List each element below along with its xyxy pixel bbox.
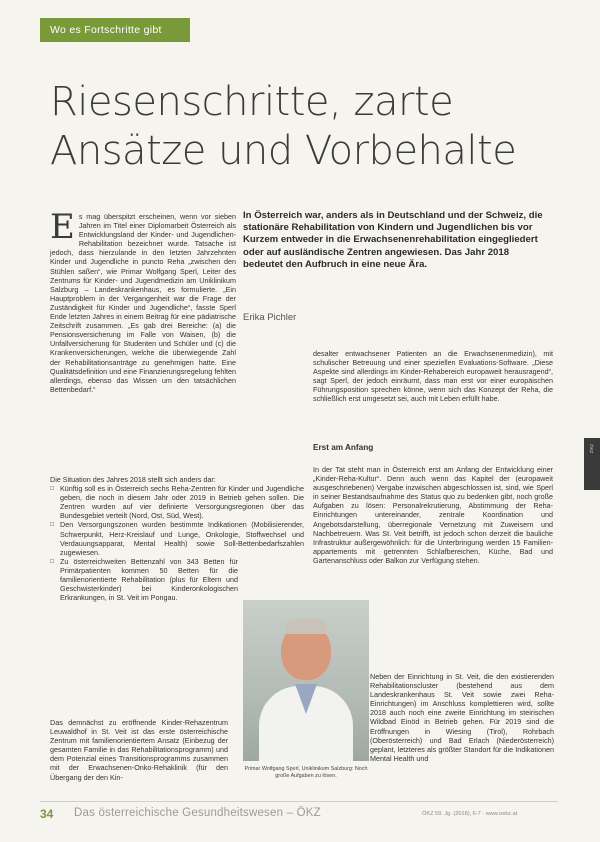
portrait-photo <box>243 600 369 761</box>
page-number: 34 <box>40 807 54 821</box>
intro-column <box>50 207 236 394</box>
list-item: □ Den Versorgungszonen wurden bestimmte Indikationen (Mobilisierender, Schwerpunkt, Herz-Kreislauf und Lunge, Onkologie, Stoffwechsel und Verdauungsapparat, Mental Health) sowie Soll-Bettenbedarfszahlen zugewiesen. <box>50 520 304 556</box>
dropcap: E <box>50 207 75 247</box>
right-bottom-paragraph: Neben der Einrichtung in St. Veit, die den existierenden Rehabilitationscluster (bestehend aus dem Landeskrankenhaus St. Veit sowie zwei Reha-Einrichtungen) im Anschluss komplettieren wird, sollte 2018 auch noch eine zweite Einrichtung im steirischen Wildbad Einöd in Betrieb gehen. Für 2019 sind die Eröffnungen in Wiesing (Tirol), Rohrbach (Oberösterreich) und Bad Erlach (Niederösterreich) geplant, letzteres als größter Standort für die Indikationen Mental Health und <box>370 672 554 763</box>
list-item: □ Zu österreichweiten Bettenzahl von 343 Betten für Primärpatienten kommen 50 Betten für die familienorientierte Rehabilitation (plus für Eltern und Geschwisterkinder) bei Kinderonkologischen Erkrankungen, in St. Veit im Pongau. <box>50 557 238 602</box>
list-item: □ Künftig soll es in Österreich sechs Reha-Zentren für Kinder und Jugendliche geben, die noch in diesem Jahr oder 2019 in Betrieb gehen sollen. Die Zentren wurden auf vier definierte Versorgungsregionen über das Bundesgebiet verteilt (Nord, Ost, Süd, West). <box>50 484 304 520</box>
right-top-paragraph: desalter entwachsener Patienten an die Erwachsenenmedizin), mit schulischer Betreuung und einer speziellen Evaluations-Software. „Diese Aspekte sind allerdings im Kinder-Rehabereich europaweit herausragend“, sagt Sperl, der jedoch einräumt, dass man erst vor einer europäischen Führungsposition sprechen könne, wenn sich das Konzept der Reha, die schließlich erst umgesetzt sei, auch mit Leben erfüllt habe. <box>313 349 553 404</box>
subheading: Erst am Anfang <box>313 443 374 452</box>
footer-rule <box>40 801 558 802</box>
lead-paragraph: In Österreich war, anders als in Deutschland und der Schweiz, die stationäre Rehabilitation von Kindern und Jugendlichen bis vor Kurzem entweder in die Erwachsenenrehabilitation eingegliedert oder auf ausländische Zentren angewiesen. Das Jahr 2018 bedeutet den Aufbruch in eine neue Ära. <box>243 210 543 270</box>
headline <box>50 78 570 176</box>
section-tag: Wo es Fortschritte gibt <box>40 18 190 42</box>
right-mid-paragraph: In der Tat steht man in Österreich erst am Anfang der Entwicklung einer „Kinder-Reha-Kultur“. Denn auch wenn das Kapitel der (europaweit ausgeschriebenen) Vergabe inzwischen abgeschlossen ist, sind, wie Sperl in seiner Bestandsaufnahme des Status quo zu bedenken gibt, noch große Aufgaben zu lösen: Personalrekrutierung, Abstimmung der Reha-Einrichtungen untereinander, zentrale Koordination und Angebotsdarstellung, überregionale Vernetzung mit Zuweisern und Nachbetreuern. Was St. Veit betrifft, ist jedoch schon derzeit die bauliche Infrastruktur außergewöhnlich: für die Unterbringung werden 15 Familien-appartements mit getrennten Schlafbereichen, Küche, Bad und Gartenanschluss oder Balkon zur Verfügung stehen. <box>313 465 553 565</box>
headline-line-1: Riesenschritte, zarte <box>50 79 454 125</box>
side-tab-mark: ÖKZ <box>589 444 594 454</box>
author-byline: Erika Pichler <box>243 312 297 323</box>
list-intro: Die Situation des Jahres 2018 stellt sich anders dar: <box>50 475 216 484</box>
left-bottom-paragraph: Das demnächst zu eröffnende Kinder-Rehazentrum Leuwaldhof in St. Veit ist das erste österreichische Zentrum mit familienorientiertem Ansatz (Einbezug der gesamten Familie in das Rehabilitationsprogramm) und dem Potenzial eines Transitionsprogramms zusammen mit der Erwachsenen-Onko-Rehaklinik (für den Übergang der den Kin- <box>50 718 228 782</box>
photo-hair <box>285 618 327 634</box>
headline-line-2: Ansätze und Vorbehalte <box>50 128 517 174</box>
left-list-column <box>50 475 304 602</box>
side-tab <box>584 438 600 490</box>
intro-text: s mag überspitzt erscheinen, wenn vor sieben Jahren im Titel einer Diplomarbeit Österreich als Entwicklungsland der Kinder- und Jugendlichen-Rehabilitation bezeichnet wurde. Tatsache ist jedoch, dass hierzulande in den letzten Jahrzehnten Kinder und Jugendliche in puncto Reha „zwischen den Stühlen saßen“, wie Primar Wolfgang Sperl, Leiter des Zentrums für Kinder- und Jugendmedizin am Uniklinikum Salzburg – Landeskrankenhaus, es formulierte. „Ein Hauptproblem in der Vergangenheit war die Frage der Zuständigkeit für Kinder und Jugendliche“, fasste Sperl Ende letzten Jahres in einem Beitrag für eine pädiatrische Zeitschrift zusammen. „Es gab drei Bereiche: (a) die Pensionsversicherung im Falle von Waisen, (b) die Unfallversicherung für Studenten und Schüler und (c) die Krankenversicherungen, welche die überwiegende Zahl der Rehabilitationsanträge zu genehmigen hatte. Eine Qualitätsdefinition und eine Finanzierungsregelung fehlten allerdings, ebenso das Wissen um den tatsächlichen Bettenbedarf.“ <box>50 212 236 394</box>
issue-info: ÖKZ 59. Jg. (2018), 6-7 · www.oekz.at <box>422 811 518 817</box>
magazine-title: Das österreichische Gesundheitswesen – ÖKZ <box>74 807 321 819</box>
photo-caption: Primar Wolfgang Sperl, Uniklinikum Salzburg: Noch große Aufgaben zu lösen. <box>244 766 368 779</box>
